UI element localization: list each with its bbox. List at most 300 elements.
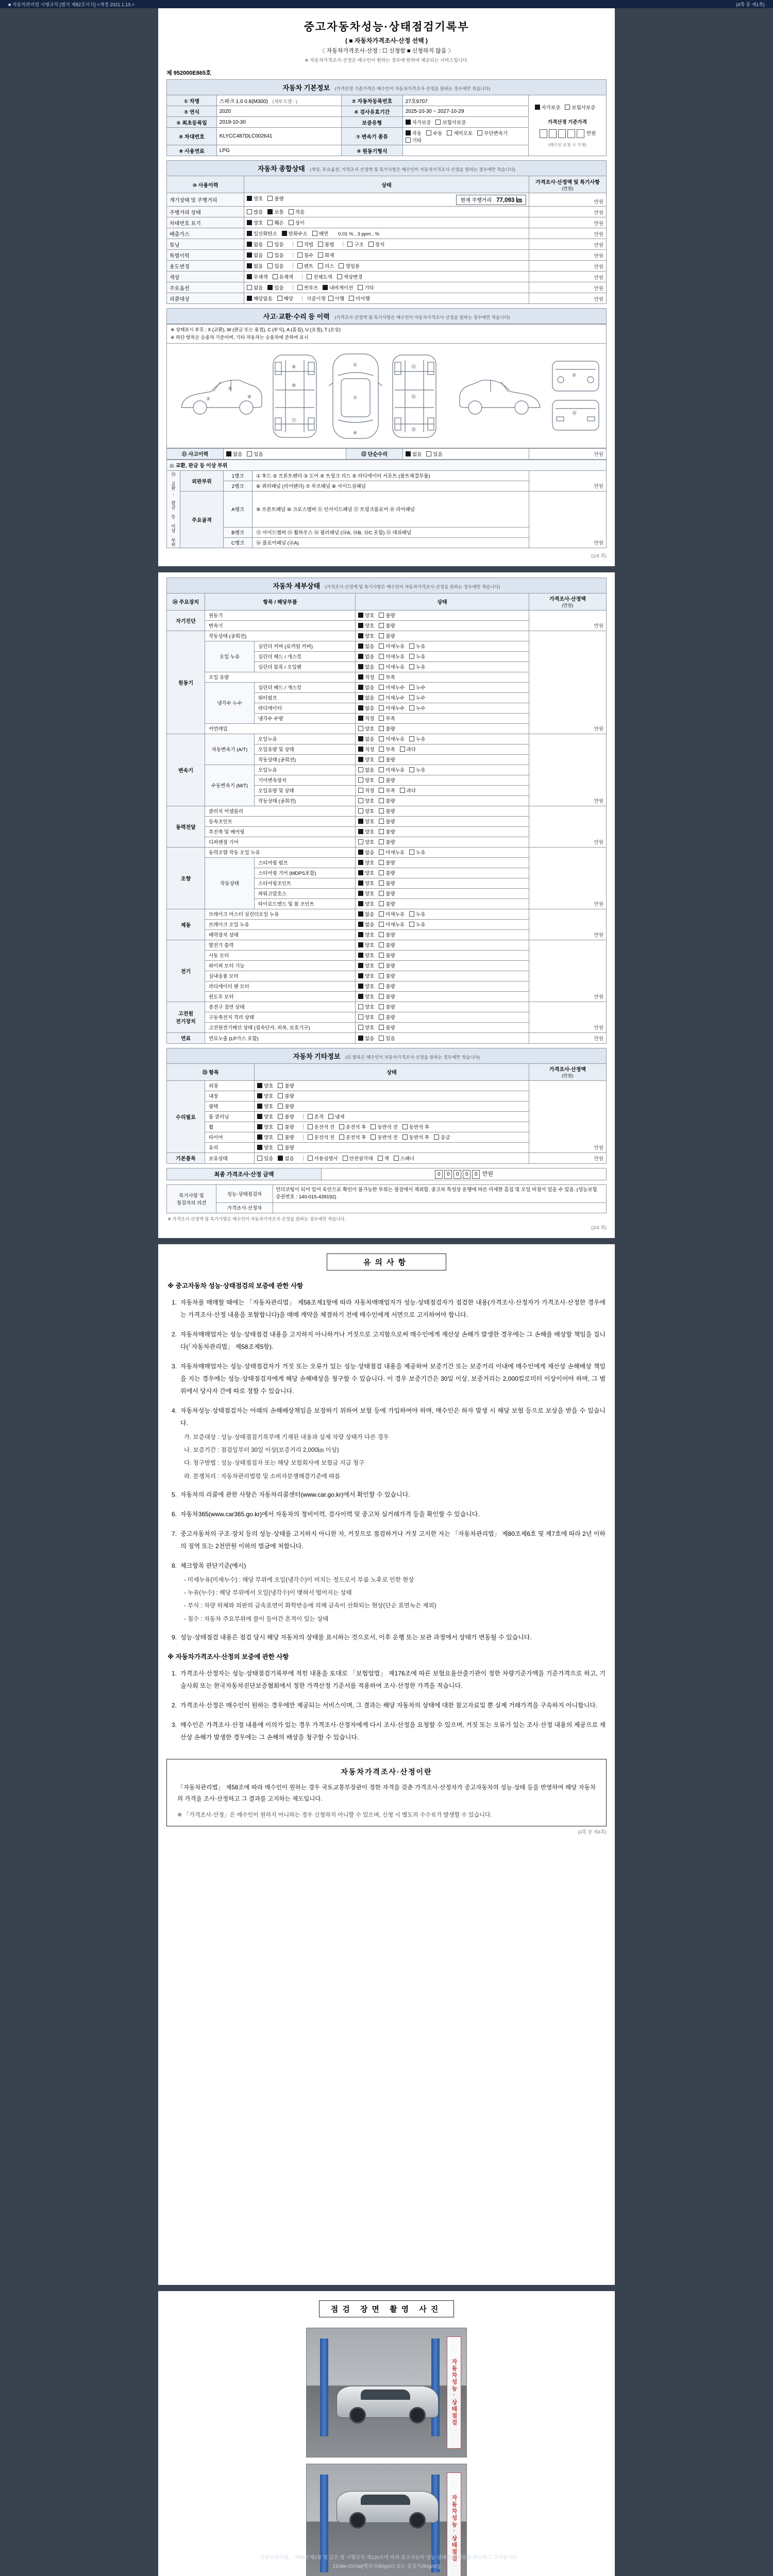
checkbox[interactable] xyxy=(308,1114,313,1119)
option[interactable] xyxy=(379,768,405,773)
option[interactable] xyxy=(308,1135,334,1141)
option[interactable] xyxy=(318,253,334,259)
checkbox[interactable] xyxy=(379,870,384,875)
option[interactable] xyxy=(358,871,374,876)
checkbox[interactable] xyxy=(406,138,411,143)
checkbox[interactable] xyxy=(358,880,363,886)
checkbox[interactable] xyxy=(409,654,414,659)
option[interactable] xyxy=(371,1135,397,1141)
checkbox[interactable] xyxy=(318,242,323,247)
checkbox[interactable] xyxy=(297,263,303,268)
checkbox[interactable] xyxy=(308,1156,313,1161)
checkbox[interactable] xyxy=(358,623,363,628)
option[interactable] xyxy=(379,654,405,660)
option[interactable] xyxy=(247,242,263,248)
option[interactable] xyxy=(400,747,416,753)
option[interactable] xyxy=(565,105,595,111)
option[interactable] xyxy=(358,768,374,773)
option[interactable] xyxy=(358,912,374,918)
checkbox[interactable] xyxy=(371,1124,376,1129)
option[interactable] xyxy=(394,1156,415,1162)
checkbox[interactable] xyxy=(358,850,363,855)
checkbox[interactable] xyxy=(247,220,252,225)
checkbox[interactable] xyxy=(339,263,344,268)
option[interactable] xyxy=(379,871,395,876)
checkbox[interactable] xyxy=(347,242,352,247)
checkbox[interactable] xyxy=(406,130,411,135)
option[interactable] xyxy=(358,943,374,948)
checkbox[interactable] xyxy=(277,296,282,301)
option[interactable] xyxy=(379,809,395,815)
option[interactable] xyxy=(247,210,263,215)
checkbox[interactable] xyxy=(358,891,363,896)
option[interactable] xyxy=(358,716,374,722)
option[interactable] xyxy=(297,285,318,291)
checkbox[interactable] xyxy=(267,285,273,290)
checkbox[interactable] xyxy=(358,695,363,700)
option[interactable] xyxy=(358,881,374,887)
option[interactable] xyxy=(379,623,395,629)
option[interactable] xyxy=(358,685,374,691)
checkbox[interactable] xyxy=(358,953,363,958)
option[interactable] xyxy=(273,275,294,280)
inspector-remark-text[interactable]: 언더코팅이 되어 있어 육안으로 확인이 불가능한 부위는 점검에서 제외함. 중고차 특성상 운행에 따른 미세한 흠집 및 오일 비침이 있을 수 있음. (성능보험 증권번호 : 140-015-439192) xyxy=(273,1185,607,1203)
option[interactable] xyxy=(358,1015,374,1021)
checkbox[interactable] xyxy=(379,747,384,752)
option[interactable] xyxy=(226,452,242,457)
option[interactable] xyxy=(358,809,374,815)
option[interactable] xyxy=(379,829,395,835)
option[interactable] xyxy=(409,912,425,918)
option[interactable] xyxy=(379,963,395,969)
option[interactable] xyxy=(278,1083,294,1089)
checkbox[interactable] xyxy=(247,196,252,201)
checkbox[interactable] xyxy=(278,1093,283,1098)
option[interactable] xyxy=(358,644,374,650)
price-survey-apply-line[interactable]: 〈 자동차가격조사·산정 : ☐ 신청함 ■ 신청하지 않음 〉 xyxy=(319,48,454,54)
option[interactable] xyxy=(368,242,384,248)
option[interactable] xyxy=(328,1114,344,1120)
option[interactable] xyxy=(358,902,374,907)
option[interactable] xyxy=(277,296,293,302)
checkbox[interactable] xyxy=(371,1134,376,1140)
option[interactable] xyxy=(379,994,395,1000)
checkbox[interactable] xyxy=(409,922,414,927)
option[interactable] xyxy=(267,285,283,291)
option[interactable] xyxy=(379,881,395,887)
checkbox[interactable] xyxy=(379,932,384,937)
option[interactable] xyxy=(358,840,374,845)
checkbox[interactable] xyxy=(409,911,414,917)
checkbox[interactable] xyxy=(358,777,363,783)
option[interactable] xyxy=(406,138,422,144)
option[interactable] xyxy=(406,120,431,126)
option[interactable] xyxy=(358,757,374,763)
checkbox[interactable] xyxy=(278,1134,283,1140)
option[interactable] xyxy=(379,665,405,670)
option[interactable] xyxy=(409,685,425,691)
option[interactable] xyxy=(379,933,395,938)
option[interactable] xyxy=(379,634,395,639)
checkbox[interactable] xyxy=(379,839,384,844)
checkbox[interactable] xyxy=(247,263,252,268)
checkbox[interactable] xyxy=(379,1014,384,1020)
option[interactable] xyxy=(402,1125,429,1130)
option[interactable] xyxy=(371,1125,397,1130)
checkbox[interactable] xyxy=(278,1156,283,1161)
option[interactable] xyxy=(379,953,395,959)
option[interactable] xyxy=(358,778,374,784)
checkbox[interactable] xyxy=(267,263,273,268)
accident-history-options[interactable] xyxy=(224,448,346,459)
checkbox[interactable] xyxy=(409,736,414,741)
checkbox[interactable] xyxy=(257,1093,262,1098)
checkbox[interactable] xyxy=(289,209,294,214)
checkbox[interactable] xyxy=(379,613,384,618)
checkbox[interactable] xyxy=(402,1134,408,1140)
checkbox[interactable] xyxy=(379,716,384,721)
option[interactable] xyxy=(477,131,508,137)
option[interactable] xyxy=(358,819,374,825)
checkbox[interactable] xyxy=(447,130,452,135)
option[interactable] xyxy=(400,788,416,794)
option[interactable] xyxy=(358,623,374,629)
option[interactable] xyxy=(409,768,425,773)
checkbox[interactable] xyxy=(435,120,441,125)
checkbox[interactable] xyxy=(406,120,411,125)
checkbox[interactable] xyxy=(323,285,328,290)
option[interactable] xyxy=(328,296,344,302)
option[interactable] xyxy=(358,1036,374,1042)
option[interactable] xyxy=(358,860,374,866)
option[interactable] xyxy=(358,1005,374,1010)
checkbox[interactable] xyxy=(247,451,252,456)
checkbox[interactable] xyxy=(379,767,384,772)
checkbox[interactable] xyxy=(337,274,342,279)
checkbox[interactable] xyxy=(379,922,384,927)
option[interactable] xyxy=(349,296,370,302)
option[interactable] xyxy=(379,696,405,701)
checkbox[interactable] xyxy=(358,1036,363,1041)
checkbox[interactable] xyxy=(409,685,414,690)
checkbox[interactable] xyxy=(379,963,384,968)
checkbox[interactable] xyxy=(257,1124,262,1129)
option[interactable] xyxy=(358,706,374,711)
option[interactable] xyxy=(358,788,374,794)
checkbox[interactable] xyxy=(409,695,414,700)
checkbox[interactable] xyxy=(565,105,570,110)
checkbox[interactable] xyxy=(379,674,384,680)
option[interactable] xyxy=(379,943,395,948)
option[interactable] xyxy=(409,922,425,928)
option[interactable] xyxy=(339,264,360,269)
option[interactable] xyxy=(358,726,374,732)
checkbox[interactable] xyxy=(358,911,363,917)
option[interactable] xyxy=(278,1104,294,1110)
checkbox[interactable] xyxy=(368,242,374,247)
checkbox[interactable] xyxy=(339,1124,344,1129)
checkbox[interactable] xyxy=(257,1156,262,1161)
checkbox[interactable] xyxy=(247,296,252,301)
option[interactable] xyxy=(406,452,422,457)
option[interactable] xyxy=(434,1135,450,1141)
checkbox[interactable] xyxy=(308,1124,313,1129)
checkbox[interactable] xyxy=(379,1004,384,1009)
option[interactable] xyxy=(267,264,283,269)
checkbox[interactable] xyxy=(379,829,384,834)
option[interactable] xyxy=(379,891,395,897)
option[interactable] xyxy=(379,912,405,918)
checkbox[interactable] xyxy=(409,767,414,772)
checkbox[interactable] xyxy=(358,747,363,752)
checkbox[interactable] xyxy=(257,1145,262,1150)
option[interactable] xyxy=(409,737,425,742)
option[interactable] xyxy=(312,231,328,237)
checkbox[interactable] xyxy=(379,1025,384,1030)
checkbox[interactable] xyxy=(273,274,278,279)
checkbox[interactable] xyxy=(289,220,294,225)
checkbox[interactable] xyxy=(426,130,431,135)
checkbox[interactable] xyxy=(379,654,384,659)
checkbox[interactable] xyxy=(379,643,384,649)
checkbox[interactable] xyxy=(257,1114,262,1119)
option[interactable] xyxy=(343,1156,373,1162)
option[interactable] xyxy=(379,922,405,928)
checkbox[interactable] xyxy=(379,623,384,628)
checkbox[interactable] xyxy=(358,932,363,937)
checkbox[interactable] xyxy=(358,922,363,927)
checkbox[interactable] xyxy=(409,643,414,649)
option[interactable] xyxy=(379,757,395,763)
option[interactable] xyxy=(358,799,374,804)
option[interactable] xyxy=(379,644,405,650)
checkbox[interactable] xyxy=(278,1114,283,1119)
checkbox[interactable] xyxy=(379,819,384,824)
option[interactable] xyxy=(358,850,374,856)
option[interactable] xyxy=(318,264,334,269)
checkbox[interactable] xyxy=(379,788,384,793)
option[interactable] xyxy=(409,850,425,856)
option[interactable] xyxy=(358,829,374,835)
option[interactable] xyxy=(379,1025,395,1031)
option[interactable] xyxy=(289,210,305,215)
checkbox[interactable] xyxy=(267,196,273,201)
checkbox[interactable] xyxy=(307,274,312,279)
checkbox[interactable] xyxy=(379,695,384,700)
option[interactable] xyxy=(267,196,283,202)
checkbox[interactable] xyxy=(358,1025,363,1030)
option[interactable] xyxy=(267,210,283,215)
checkbox[interactable] xyxy=(247,274,252,279)
checkbox[interactable] xyxy=(379,942,384,947)
checkbox[interactable] xyxy=(358,685,363,690)
option[interactable] xyxy=(339,1125,366,1130)
warranty-type-options[interactable] xyxy=(402,117,528,128)
option[interactable] xyxy=(339,1135,366,1141)
checkbox[interactable] xyxy=(379,736,384,741)
checkbox[interactable] xyxy=(379,685,384,690)
option[interactable] xyxy=(278,1125,294,1130)
checkbox[interactable] xyxy=(278,1083,283,1088)
option[interactable] xyxy=(297,242,313,248)
checkbox[interactable] xyxy=(358,716,363,721)
checkbox[interactable] xyxy=(358,994,363,999)
checkbox[interactable] xyxy=(358,963,363,968)
option[interactable] xyxy=(308,1156,338,1162)
option[interactable] xyxy=(358,984,374,990)
option[interactable] xyxy=(278,1135,294,1141)
checkbox[interactable] xyxy=(358,633,363,638)
option[interactable] xyxy=(402,1135,429,1141)
option[interactable] xyxy=(358,737,374,742)
checkbox[interactable] xyxy=(358,654,363,659)
checkbox[interactable] xyxy=(358,1004,363,1009)
checkbox[interactable] xyxy=(406,451,411,456)
option[interactable] xyxy=(257,1135,273,1141)
checkbox[interactable] xyxy=(379,901,384,906)
checkbox[interactable] xyxy=(328,296,333,301)
checkbox[interactable] xyxy=(379,705,384,710)
option[interactable] xyxy=(318,242,334,248)
checkbox[interactable] xyxy=(358,643,363,649)
checkbox[interactable] xyxy=(247,252,252,258)
checkbox[interactable] xyxy=(379,880,384,886)
option[interactable] xyxy=(379,675,395,681)
option[interactable] xyxy=(426,452,442,457)
option[interactable] xyxy=(358,747,374,753)
checkbox[interactable] xyxy=(297,242,303,247)
option[interactable] xyxy=(379,974,395,979)
checkbox[interactable] xyxy=(409,850,414,855)
checkbox[interactable] xyxy=(379,953,384,958)
checkbox[interactable] xyxy=(318,252,323,258)
checkbox[interactable] xyxy=(379,994,384,999)
option[interactable] xyxy=(379,685,405,691)
checkbox[interactable] xyxy=(282,231,287,236)
checkbox[interactable] xyxy=(267,252,273,258)
checkbox[interactable] xyxy=(358,860,363,865)
checkbox[interactable] xyxy=(267,209,273,214)
checkbox[interactable] xyxy=(379,891,384,896)
option[interactable] xyxy=(308,1114,324,1120)
option[interactable] xyxy=(379,706,405,711)
checkbox[interactable] xyxy=(379,808,384,814)
option[interactable] xyxy=(358,665,374,670)
option[interactable] xyxy=(337,275,363,280)
checkbox[interactable] xyxy=(358,839,363,844)
option[interactable] xyxy=(257,1094,273,1099)
checkbox[interactable] xyxy=(278,1124,283,1129)
checkbox[interactable] xyxy=(402,1124,408,1129)
checkbox[interactable] xyxy=(379,664,384,669)
checkbox[interactable] xyxy=(358,736,363,741)
option[interactable] xyxy=(247,231,277,237)
checkbox[interactable] xyxy=(358,808,363,814)
checkbox[interactable] xyxy=(379,757,384,762)
checkbox[interactable] xyxy=(349,296,354,301)
option[interactable] xyxy=(247,196,263,202)
checkbox[interactable] xyxy=(339,1134,344,1140)
checkbox[interactable] xyxy=(257,1104,262,1109)
checkbox[interactable] xyxy=(394,1156,399,1161)
checkbox[interactable] xyxy=(257,1134,262,1140)
option[interactable] xyxy=(426,131,442,137)
checkbox[interactable] xyxy=(358,767,363,772)
option[interactable] xyxy=(278,1156,294,1162)
option[interactable] xyxy=(535,105,561,111)
option[interactable] xyxy=(257,1156,273,1162)
checkbox[interactable] xyxy=(247,285,252,290)
checkbox[interactable] xyxy=(358,829,363,834)
option[interactable] xyxy=(379,984,395,990)
option[interactable] xyxy=(247,253,263,259)
checkbox[interactable] xyxy=(247,209,252,214)
checkbox[interactable] xyxy=(297,285,303,290)
checkbox[interactable] xyxy=(308,1134,313,1140)
option[interactable] xyxy=(358,891,374,897)
checkbox[interactable] xyxy=(358,613,363,618)
checkbox[interactable] xyxy=(358,819,363,824)
option[interactable] xyxy=(379,860,395,866)
option[interactable] xyxy=(358,696,374,701)
checkbox[interactable] xyxy=(379,1036,384,1041)
checkbox[interactable] xyxy=(400,747,405,752)
option[interactable] xyxy=(379,850,405,856)
option[interactable] xyxy=(379,819,395,825)
checkbox[interactable] xyxy=(297,252,303,258)
option[interactable] xyxy=(379,716,395,722)
checkbox[interactable] xyxy=(379,798,384,803)
checkbox[interactable] xyxy=(226,451,231,456)
option[interactable] xyxy=(358,963,374,969)
checkbox[interactable] xyxy=(379,984,384,989)
option[interactable] xyxy=(297,264,313,269)
option[interactable] xyxy=(358,1025,374,1031)
option[interactable] xyxy=(358,675,374,681)
option[interactable] xyxy=(358,613,374,619)
option[interactable] xyxy=(379,840,395,845)
option[interactable] xyxy=(409,644,425,650)
checkbox[interactable] xyxy=(379,777,384,783)
checkbox[interactable] xyxy=(379,726,384,731)
option[interactable] xyxy=(379,799,395,804)
option[interactable] xyxy=(257,1114,273,1120)
option[interactable] xyxy=(379,1005,395,1010)
checkbox[interactable] xyxy=(379,850,384,855)
checkbox[interactable] xyxy=(247,231,252,236)
option[interactable] xyxy=(358,994,374,1000)
option[interactable] xyxy=(358,285,374,291)
checkbox[interactable] xyxy=(400,788,405,793)
checkbox[interactable] xyxy=(379,973,384,978)
checkbox[interactable] xyxy=(267,242,273,247)
option[interactable] xyxy=(378,1156,389,1162)
simple-repair-options[interactable] xyxy=(403,448,529,459)
checkbox[interactable] xyxy=(358,674,363,680)
option[interactable] xyxy=(379,726,395,732)
transmission-options[interactable] xyxy=(402,128,528,145)
appraiser-remark-text[interactable] xyxy=(273,1202,607,1213)
option[interactable] xyxy=(379,788,395,794)
option[interactable] xyxy=(409,654,425,660)
option[interactable] xyxy=(297,253,313,259)
checkbox[interactable] xyxy=(312,231,317,236)
option[interactable] xyxy=(267,221,283,226)
option[interactable] xyxy=(282,231,308,237)
option[interactable] xyxy=(379,778,395,784)
option[interactable] xyxy=(267,242,283,248)
option[interactable] xyxy=(278,1094,294,1099)
